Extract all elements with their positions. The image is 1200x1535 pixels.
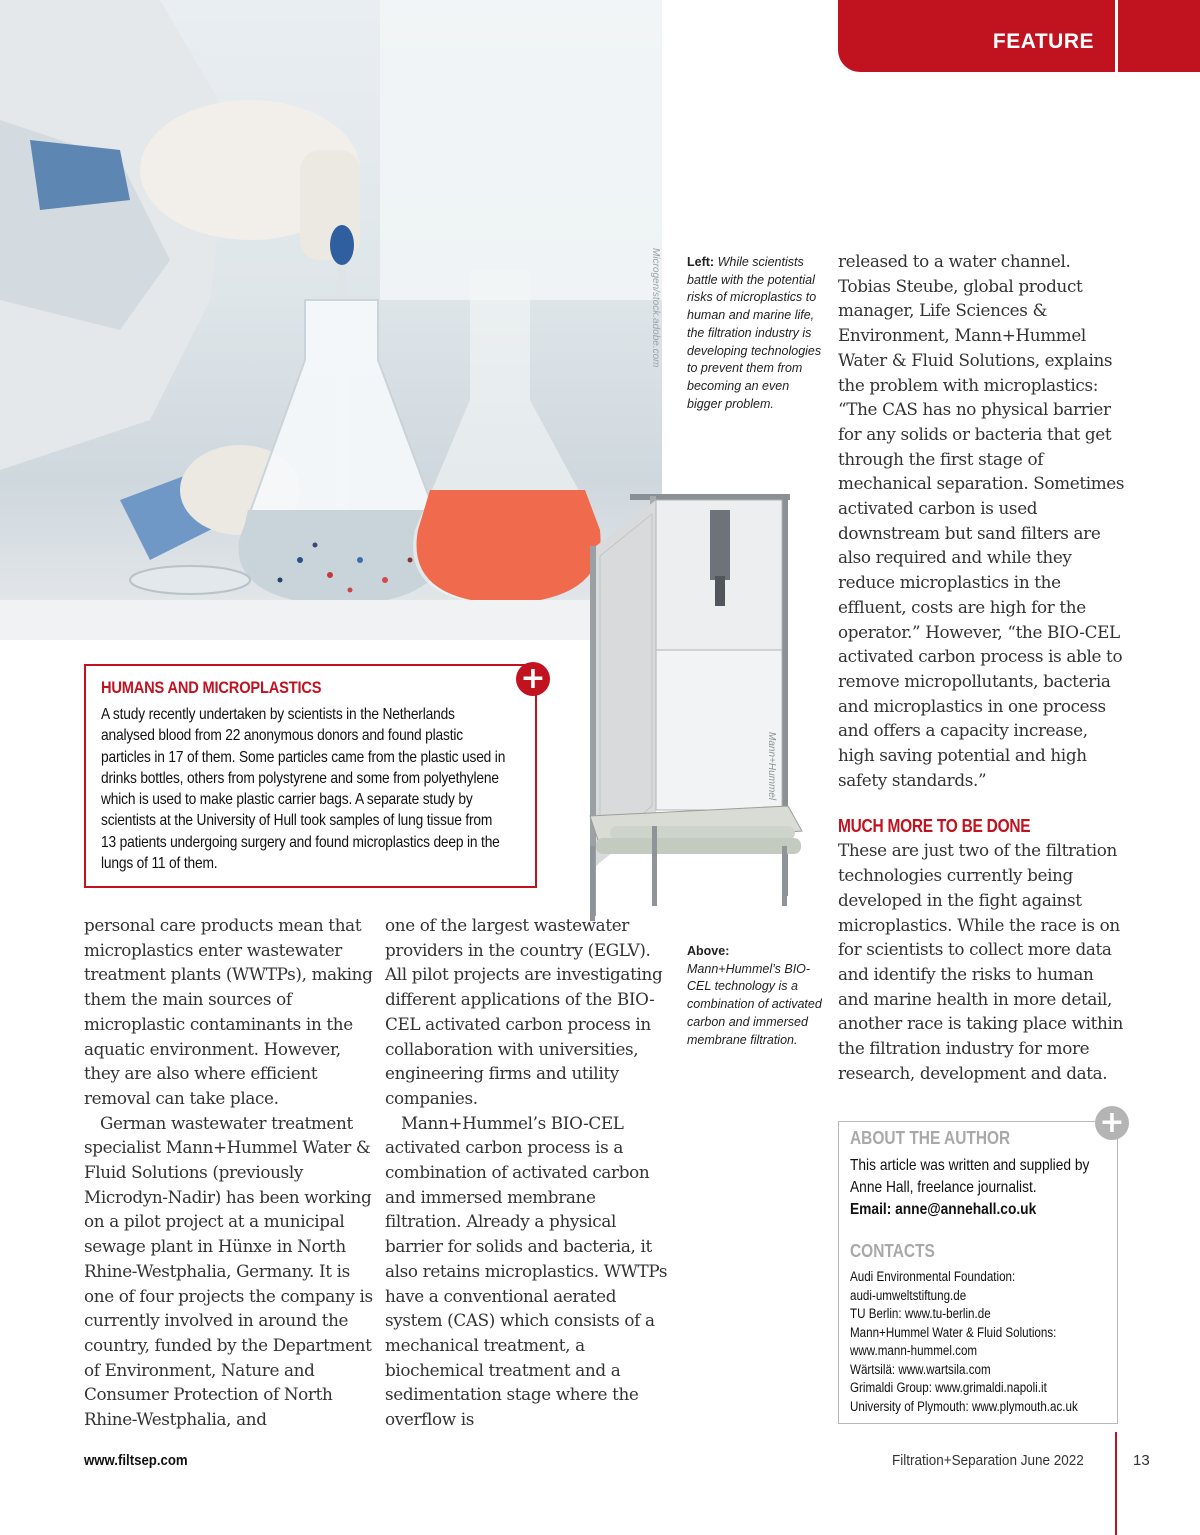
contact-line: Audi Environmental Foundation: [850,1269,1016,1284]
contact-link[interactable]: Grimaldi Group: www.grimaldi.napoli.it [850,1380,1047,1395]
caption-above [687,943,822,1049]
membrane-unit-illustration [570,486,810,926]
caption-above-lead: Above: [687,944,730,958]
sidebar-title: HUMANS AND MICROPLASTICS [101,678,322,697]
author-text [850,1155,1108,1221]
contact-link[interactable]: University of Plymouth: www.plymouth.ac.uk [850,1398,1078,1414]
subheading: MUCH MORE TO BE DONE [838,816,1031,837]
section-label: FEATURE [992,30,1094,53]
article-paragraph: These are just two of the filtration technologies currently being developed in the fight against microplastics. While the race is on for scientists to collect more data and identify the risks to human and marine health in more detail, another race is taking place within the filtration industry for more research, development and data. [838,840,1123,1083]
contact-link[interactable]: www.mann-hummel.com [850,1343,978,1358]
about-author-title: ABOUT THE AUTHOR [850,1128,1011,1148]
article-paragraph: one of the largest wastewater providers in the country (EGLV). All pilot projects are investigating different applications of the BIO-CEL activated carbon process in collaboration with universities, engineering firms and utility companies. [385,915,663,1108]
contact-link[interactable]: TU Berlin: www.tu-berlin.de [850,1306,991,1321]
page-number: 13 [1133,1452,1150,1469]
article-column-3 [838,249,1128,1086]
caption-left-text: While scientists battle with the potential risks of microplastics to human and marine life, the filtration industry is developing technologies to prevent them from becoming an even bigger problem. [687,255,822,411]
contacts-list [850,1268,1117,1416]
plus-icon: + [516,662,550,696]
article-paragraph: personal care products mean that microplastics enter wastewater treatment plants (WWTPs), making them the main sources of microplastic contaminants in the aquatic environment. However, they are also where efficient removal can take place. [84,915,373,1108]
contacts-title: CONTACTS [850,1241,935,1261]
plus-icon: + [1095,1106,1129,1140]
author-email[interactable]: Email: anne@annehall.co.uk [850,1201,1037,1218]
tab-divider [1115,0,1118,72]
footer-website[interactable]: www.filtsep.com [84,1452,188,1469]
caption-left [687,254,827,413]
article-column-1 [84,913,374,1432]
footer-magazine-issue: Filtration+Separation June 2022 [892,1452,1084,1469]
article-column-2 [385,913,670,1432]
footer-divider [1115,1432,1117,1535]
photo-credit: Microgen/stock.adobe.com [650,248,661,368]
bio-cel-unit-image [570,486,810,926]
sidebar-text: A study recently undertaken by scientists in the Netherlands analysed blood from 22 anonymous donors and found plastic particles in 17 of them. Some particles came from the plastic used in drinks bottles, others from polystyrene and some from polyethylene which is used to make plastic carrier bags. A separate study by scientists at the University of Hull took samples of lung tissue from 13 patients undergoing surgery and found microplastics deep in the lungs of 11 of them. [101,706,506,873]
lab-photo [0,0,662,640]
contact-line: Mann+Hummel Water & Fluid Solutions: [850,1324,1057,1340]
article-paragraph: Mann+Hummel’s BIO-CEL activated carbon process is a combination of activated carbon and immersed membrane filtration. Already a physical barrier for solids and bacteria, it also retains microplastics. WWTPs have a conventional aerated system (CAS) which consists of a mechanical treatment, a biochemical treatment and a sedimentation stage where the overflow is [385,1112,668,1430]
contact-link[interactable]: Wärtsilä: www.wartsila.com [850,1361,991,1377]
author-bio: This article was written and supplied by Anne Hall, freelance journalist. [850,1157,1090,1196]
article-paragraph: released to a water channel. Tobias Steube, global product manager, Life Sciences & Environment, Mann+Hummel Water & Fluid Solutions, explains the problem with microplastics: “The CAS has no physical barrier for any solids or bacteria that get through the first stage of mechanical separation. Sometimes activated carbon is used downstream but sand filters are also required and while they reduce microplastics in the effluent, costs are high for the operator.” However, “the BIO-CEL activated carbon process is able to remove micropollutants, bacteria and microplastics in one process and offers a capacity increase, high saving potential and high safety standards.” [838,251,1125,790]
section-tab [838,0,1200,72]
unit-photo-credit: Mann+Hummel [766,732,777,801]
caption-above-text: Mann+Hummel’s BIO-CEL technology is a combination of activated carbon and immersed membrane filtration. [687,961,822,1047]
sidebar-humans-and-microplastics [84,661,546,888]
about-author-box [838,1105,1125,1424]
contact-link[interactable]: audi-umweltstiftung.de [850,1287,967,1303]
lab-scene-illustration [0,0,662,640]
article-paragraph: German wastewater treatment specialist Mann+Hummel Water & Fluid Solutions (previously Microdyn-Nadir) has been working on a pilot project at a municipal sewage plant in Hünxe in North Rhine-Westphalia, Germany. It is one of four projects the company is currently involved in around the country, funded by the Department of Environment, Nature and Consumer Protection of North Rhine-Westphalia, and [84,1112,373,1430]
caption-left-lead: Left: [687,255,715,269]
